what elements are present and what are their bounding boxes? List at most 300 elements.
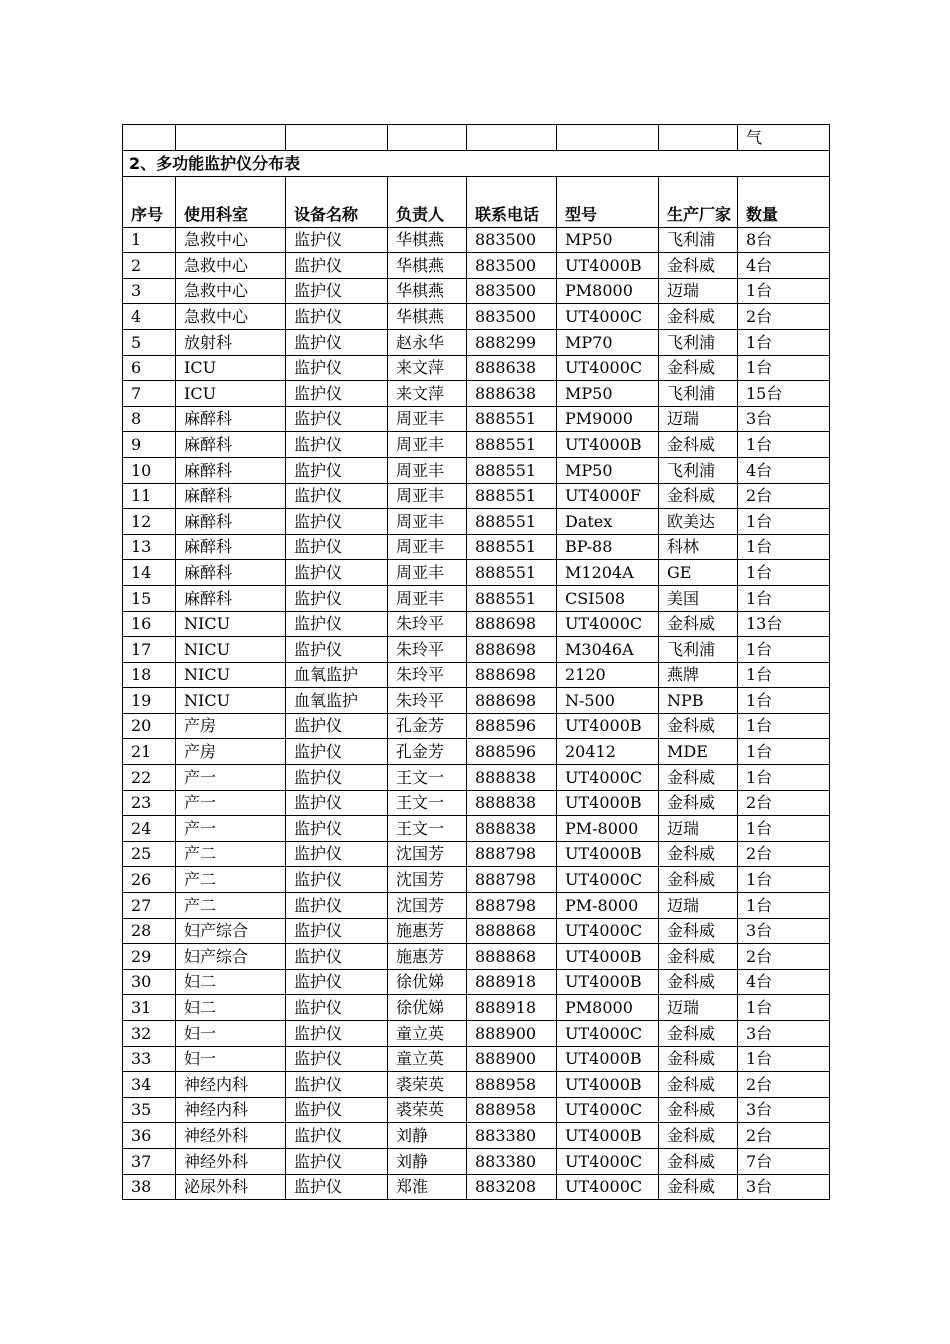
- cell-seq: 32: [123, 1021, 176, 1047]
- cell-person-in-charge: 朱玲平: [388, 688, 467, 714]
- cell-device-name: 监护仪: [286, 841, 388, 867]
- cell-model: UT4000F: [557, 483, 659, 509]
- cell-device-name: 监护仪: [286, 585, 388, 611]
- table-row: [123, 1174, 830, 1200]
- cell-department: 产一: [176, 765, 286, 791]
- carryover-cell: [176, 125, 286, 151]
- cell-quantity: 3台: [738, 406, 830, 432]
- table-row: [123, 329, 830, 355]
- table-row: [123, 560, 830, 586]
- cell-seq: 3: [123, 278, 176, 304]
- cell-person-in-charge: 周亚丰: [388, 457, 467, 483]
- cell-phone: 883208: [467, 1174, 557, 1200]
- cell-person-in-charge: 华棋燕: [388, 253, 467, 279]
- cell-department: 急救中心: [176, 304, 286, 330]
- cell-seq: 27: [123, 893, 176, 919]
- header-person-in-charge: 负责人: [388, 176, 467, 227]
- cell-model: UT4000B: [557, 253, 659, 279]
- cell-phone: 888551: [467, 585, 557, 611]
- cell-model: MP50: [557, 227, 659, 253]
- cell-quantity: 1台: [738, 816, 830, 842]
- cell-manufacturer: 金科威: [659, 304, 738, 330]
- cell-manufacturer: GE: [659, 560, 738, 586]
- cell-department: 妇产综合: [176, 944, 286, 970]
- cell-person-in-charge: 来文萍: [388, 355, 467, 381]
- cell-phone: 883380: [467, 1123, 557, 1149]
- cell-manufacturer: 金科威: [659, 1148, 738, 1174]
- cell-seq: 4: [123, 304, 176, 330]
- header-row: [123, 176, 830, 227]
- cell-person-in-charge: 王文一: [388, 816, 467, 842]
- cell-phone: 888900: [467, 1046, 557, 1072]
- cell-device-name: 监护仪: [286, 457, 388, 483]
- cell-person-in-charge: 孔金芳: [388, 713, 467, 739]
- cell-department: 麻醉科: [176, 560, 286, 586]
- cell-phone: 888838: [467, 765, 557, 791]
- cell-phone: 888698: [467, 637, 557, 663]
- cell-department: 麻醉科: [176, 483, 286, 509]
- cell-model: MP70: [557, 329, 659, 355]
- cell-person-in-charge: 刘静: [388, 1123, 467, 1149]
- cell-device-name: 监护仪: [286, 381, 388, 407]
- table-row: [123, 662, 830, 688]
- table-row: [123, 816, 830, 842]
- cell-seq: 16: [123, 611, 176, 637]
- cell-seq: 24: [123, 816, 176, 842]
- cell-quantity: 1台: [738, 560, 830, 586]
- cell-department: 急救中心: [176, 278, 286, 304]
- cell-person-in-charge: 沈国芳: [388, 867, 467, 893]
- cell-phone: 888551: [467, 534, 557, 560]
- cell-phone: 888900: [467, 1021, 557, 1047]
- cell-phone: 883500: [467, 278, 557, 304]
- cell-manufacturer: 金科威: [659, 790, 738, 816]
- cell-quantity: 1台: [738, 765, 830, 791]
- table-row: [123, 918, 830, 944]
- cell-manufacturer: 金科威: [659, 1021, 738, 1047]
- carryover-cell: [388, 125, 467, 151]
- cell-quantity: 2台: [738, 1123, 830, 1149]
- cell-manufacturer: 飞利浦: [659, 381, 738, 407]
- table-row: [123, 790, 830, 816]
- cell-quantity: 3台: [738, 1174, 830, 1200]
- cell-quantity: 1台: [738, 713, 830, 739]
- cell-seq: 31: [123, 995, 176, 1021]
- cell-phone: 888958: [467, 1072, 557, 1098]
- cell-device-name: 监护仪: [286, 534, 388, 560]
- cell-department: 麻醉科: [176, 509, 286, 535]
- cell-person-in-charge: 施惠芳: [388, 944, 467, 970]
- cell-phone: 883380: [467, 1148, 557, 1174]
- cell-device-name: 监护仪: [286, 790, 388, 816]
- cell-manufacturer: 金科威: [659, 253, 738, 279]
- table-row: [123, 765, 830, 791]
- table-row: [123, 637, 830, 663]
- cell-model: N-500: [557, 688, 659, 714]
- table-row: [123, 841, 830, 867]
- table-row: [123, 278, 830, 304]
- title-row: [123, 151, 830, 177]
- cell-seq: 18: [123, 662, 176, 688]
- cell-seq: 38: [123, 1174, 176, 1200]
- cell-manufacturer: 迈瑞: [659, 893, 738, 919]
- cell-quantity: 1台: [738, 893, 830, 919]
- cell-quantity: 3台: [738, 1021, 830, 1047]
- table-row: [123, 1046, 830, 1072]
- cell-seq: 1: [123, 227, 176, 253]
- cell-manufacturer: 金科威: [659, 611, 738, 637]
- cell-seq: 37: [123, 1148, 176, 1174]
- cell-manufacturer: 金科威: [659, 867, 738, 893]
- cell-device-name: 监护仪: [286, 1021, 388, 1047]
- cell-department: 麻醉科: [176, 585, 286, 611]
- cell-department: 麻醉科: [176, 534, 286, 560]
- cell-department: 麻醉科: [176, 432, 286, 458]
- cell-phone: 888698: [467, 662, 557, 688]
- cell-quantity: 1台: [738, 688, 830, 714]
- table-row: [123, 611, 830, 637]
- cell-seq: 20: [123, 713, 176, 739]
- header-quantity: 数量: [738, 176, 830, 227]
- cell-seq: 17: [123, 637, 176, 663]
- cell-department: 麻醉科: [176, 457, 286, 483]
- cell-quantity: 7台: [738, 1148, 830, 1174]
- cell-person-in-charge: 周亚丰: [388, 560, 467, 586]
- cell-quantity: 3台: [738, 918, 830, 944]
- cell-quantity: 1台: [738, 662, 830, 688]
- cell-manufacturer: 金科威: [659, 1046, 738, 1072]
- cell-device-name: 监护仪: [286, 560, 388, 586]
- cell-phone: 888798: [467, 841, 557, 867]
- cell-seq: 14: [123, 560, 176, 586]
- cell-model: UT4000C: [557, 355, 659, 381]
- table-row: [123, 1097, 830, 1123]
- cell-manufacturer: 迈瑞: [659, 406, 738, 432]
- table-row: [123, 381, 830, 407]
- cell-seq: 15: [123, 585, 176, 611]
- table-row: [123, 406, 830, 432]
- cell-device-name: 监护仪: [286, 1148, 388, 1174]
- header-seq: 序号: [123, 176, 176, 227]
- cell-phone: 888798: [467, 893, 557, 919]
- cell-person-in-charge: 童立英: [388, 1046, 467, 1072]
- cell-person-in-charge: 郑淮: [388, 1174, 467, 1200]
- cell-person-in-charge: 周亚丰: [388, 406, 467, 432]
- cell-phone: 888918: [467, 995, 557, 1021]
- cell-person-in-charge: 周亚丰: [388, 509, 467, 535]
- cell-quantity: 1台: [738, 739, 830, 765]
- carryover-cell: 气: [738, 125, 830, 151]
- cell-phone: 888551: [467, 406, 557, 432]
- cell-phone: 888868: [467, 918, 557, 944]
- table-row: [123, 995, 830, 1021]
- cell-person-in-charge: 朱玲平: [388, 637, 467, 663]
- cell-model: M3046A: [557, 637, 659, 663]
- cell-department: 放射科: [176, 329, 286, 355]
- monitor-distribution-table: [122, 124, 830, 1200]
- cell-device-name: 监护仪: [286, 713, 388, 739]
- cell-manufacturer: 迈瑞: [659, 278, 738, 304]
- table-body: [123, 125, 830, 1200]
- table-row: [123, 457, 830, 483]
- header-phone: 联系电话: [467, 176, 557, 227]
- cell-manufacturer: 美国: [659, 585, 738, 611]
- cell-person-in-charge: 来文萍: [388, 381, 467, 407]
- cell-department: 麻醉科: [176, 406, 286, 432]
- cell-quantity: 1台: [738, 1046, 830, 1072]
- cell-quantity: 1台: [738, 585, 830, 611]
- cell-phone: 888698: [467, 688, 557, 714]
- cell-phone: 888638: [467, 355, 557, 381]
- cell-department: NICU: [176, 662, 286, 688]
- cell-device-name: 监护仪: [286, 918, 388, 944]
- cell-phone: 888868: [467, 944, 557, 970]
- cell-manufacturer: 金科威: [659, 713, 738, 739]
- cell-seq: 35: [123, 1097, 176, 1123]
- header-manufacturer: 生产厂家: [659, 176, 738, 227]
- cell-manufacturer: 金科威: [659, 432, 738, 458]
- cell-quantity: 2台: [738, 304, 830, 330]
- cell-person-in-charge: 朱玲平: [388, 611, 467, 637]
- cell-manufacturer: 金科威: [659, 918, 738, 944]
- cell-device-name: 监护仪: [286, 1097, 388, 1123]
- cell-device-name: 监护仪: [286, 329, 388, 355]
- cell-person-in-charge: 周亚丰: [388, 432, 467, 458]
- cell-device-name: 监护仪: [286, 253, 388, 279]
- cell-department: ICU: [176, 381, 286, 407]
- cell-manufacturer: 燕牌: [659, 662, 738, 688]
- cell-device-name: 监护仪: [286, 611, 388, 637]
- cell-phone: 883500: [467, 253, 557, 279]
- cell-department: 急救中心: [176, 227, 286, 253]
- cell-manufacturer: 金科威: [659, 969, 738, 995]
- header-department: 使用科室: [176, 176, 286, 227]
- cell-department: 急救中心: [176, 253, 286, 279]
- cell-department: NICU: [176, 688, 286, 714]
- cell-phone: 888596: [467, 713, 557, 739]
- table-row: [123, 304, 830, 330]
- cell-device-name: 监护仪: [286, 1072, 388, 1098]
- cell-device-name: 监护仪: [286, 893, 388, 919]
- cell-model: BP-88: [557, 534, 659, 560]
- cell-person-in-charge: 施惠芳: [388, 918, 467, 944]
- cell-person-in-charge: 刘静: [388, 1148, 467, 1174]
- cell-manufacturer: 金科威: [659, 944, 738, 970]
- cell-department: 神经内科: [176, 1097, 286, 1123]
- cell-person-in-charge: 裘荣英: [388, 1097, 467, 1123]
- cell-model: PM-8000: [557, 816, 659, 842]
- cell-manufacturer: 金科威: [659, 1072, 738, 1098]
- cell-phone: 888551: [467, 483, 557, 509]
- cell-manufacturer: 科林: [659, 534, 738, 560]
- cell-manufacturer: 迈瑞: [659, 816, 738, 842]
- cell-phone: 888551: [467, 457, 557, 483]
- cell-quantity: 13台: [738, 611, 830, 637]
- cell-device-name: 血氧监护: [286, 662, 388, 688]
- cell-person-in-charge: 华棋燕: [388, 227, 467, 253]
- cell-device-name: 监护仪: [286, 355, 388, 381]
- cell-seq: 10: [123, 457, 176, 483]
- cell-phone: 883500: [467, 304, 557, 330]
- cell-manufacturer: MDE: [659, 739, 738, 765]
- table-row: [123, 944, 830, 970]
- cell-device-name: 监护仪: [286, 739, 388, 765]
- table-row: [123, 688, 830, 714]
- cell-department: 产一: [176, 790, 286, 816]
- table-row: [123, 432, 830, 458]
- cell-person-in-charge: 华棋燕: [388, 278, 467, 304]
- cell-person-in-charge: 周亚丰: [388, 585, 467, 611]
- cell-model: PM8000: [557, 995, 659, 1021]
- cell-quantity: 1台: [738, 355, 830, 381]
- cell-model: UT4000C: [557, 1174, 659, 1200]
- cell-model: UT4000C: [557, 918, 659, 944]
- header-device-name: 设备名称: [286, 176, 388, 227]
- cell-model: UT4000B: [557, 432, 659, 458]
- cell-device-name: 监护仪: [286, 483, 388, 509]
- cell-quantity: 4台: [738, 253, 830, 279]
- cell-manufacturer: 飞利浦: [659, 637, 738, 663]
- table-row: [123, 739, 830, 765]
- carryover-cell: [286, 125, 388, 151]
- cell-phone: 888918: [467, 969, 557, 995]
- cell-quantity: 2台: [738, 483, 830, 509]
- table-row: [123, 893, 830, 919]
- cell-seq: 2: [123, 253, 176, 279]
- cell-phone: 888551: [467, 509, 557, 535]
- cell-model: MP50: [557, 381, 659, 407]
- cell-quantity: 1台: [738, 329, 830, 355]
- cell-quantity: 2台: [738, 841, 830, 867]
- table-row: [123, 253, 830, 279]
- cell-manufacturer: 飞利浦: [659, 329, 738, 355]
- cell-person-in-charge: 朱玲平: [388, 662, 467, 688]
- cell-manufacturer: 金科威: [659, 483, 738, 509]
- cell-manufacturer: 飞利浦: [659, 227, 738, 253]
- cell-manufacturer: 金科威: [659, 1123, 738, 1149]
- cell-model: UT4000C: [557, 1148, 659, 1174]
- cell-manufacturer: 欧美达: [659, 509, 738, 535]
- cell-model: UT4000B: [557, 1072, 659, 1098]
- cell-manufacturer: 金科威: [659, 765, 738, 791]
- cell-model: UT4000C: [557, 1021, 659, 1047]
- carryover-cell: [467, 125, 557, 151]
- cell-department: 妇一: [176, 1046, 286, 1072]
- cell-person-in-charge: 华棋燕: [388, 304, 467, 330]
- cell-seq: 5: [123, 329, 176, 355]
- cell-model: UT4000B: [557, 969, 659, 995]
- cell-phone: 888798: [467, 867, 557, 893]
- cell-department: 产一: [176, 816, 286, 842]
- cell-person-in-charge: 徐优娣: [388, 995, 467, 1021]
- carryover-cell: [557, 125, 659, 151]
- cell-department: 妇一: [176, 1021, 286, 1047]
- cell-model: UT4000C: [557, 765, 659, 791]
- cell-model: UT4000B: [557, 713, 659, 739]
- cell-manufacturer: NPB: [659, 688, 738, 714]
- cell-person-in-charge: 赵永华: [388, 329, 467, 355]
- cell-department: 泌尿外科: [176, 1174, 286, 1200]
- cell-department: ICU: [176, 355, 286, 381]
- carryover-cell: [659, 125, 738, 151]
- cell-person-in-charge: 童立英: [388, 1021, 467, 1047]
- cell-device-name: 监护仪: [286, 867, 388, 893]
- cell-quantity: 1台: [738, 432, 830, 458]
- cell-device-name: 监护仪: [286, 509, 388, 535]
- cell-model: PM9000: [557, 406, 659, 432]
- cell-model: M1204A: [557, 560, 659, 586]
- cell-device-name: 监护仪: [286, 227, 388, 253]
- cell-model: CSI508: [557, 585, 659, 611]
- cell-department: 妇产综合: [176, 918, 286, 944]
- cell-model: UT4000C: [557, 867, 659, 893]
- cell-model: Datex: [557, 509, 659, 535]
- cell-department: 产房: [176, 713, 286, 739]
- header-model: 型号: [557, 176, 659, 227]
- cell-seq: 6: [123, 355, 176, 381]
- cell-device-name: 监护仪: [286, 765, 388, 791]
- cell-model: MP50: [557, 457, 659, 483]
- table-row: [123, 969, 830, 995]
- cell-seq: 25: [123, 841, 176, 867]
- cell-model: UT4000B: [557, 841, 659, 867]
- cell-quantity: 1台: [738, 509, 830, 535]
- cell-phone: 888299: [467, 329, 557, 355]
- cell-person-in-charge: 沈国芳: [388, 893, 467, 919]
- cell-quantity: 1台: [738, 995, 830, 1021]
- cell-device-name: 监护仪: [286, 816, 388, 842]
- table-row: [123, 713, 830, 739]
- cell-quantity: 3台: [738, 1097, 830, 1123]
- table-row: [123, 509, 830, 535]
- cell-department: 妇二: [176, 995, 286, 1021]
- cell-seq: 19: [123, 688, 176, 714]
- cell-quantity: 1台: [738, 637, 830, 663]
- cell-manufacturer: 金科威: [659, 355, 738, 381]
- cell-manufacturer: 迈瑞: [659, 995, 738, 1021]
- cell-person-in-charge: 孔金芳: [388, 739, 467, 765]
- cell-department: 产二: [176, 893, 286, 919]
- cell-device-name: 监护仪: [286, 432, 388, 458]
- cell-manufacturer: 金科威: [659, 1097, 738, 1123]
- cell-device-name: 监护仪: [286, 969, 388, 995]
- cell-device-name: 监护仪: [286, 1046, 388, 1072]
- cell-seq: 12: [123, 509, 176, 535]
- cell-model: UT4000B: [557, 790, 659, 816]
- cell-seq: 34: [123, 1072, 176, 1098]
- table-row: [123, 1072, 830, 1098]
- cell-quantity: 1台: [738, 278, 830, 304]
- cell-model: PM-8000: [557, 893, 659, 919]
- cell-department: 妇二: [176, 969, 286, 995]
- table-row: [123, 227, 830, 253]
- cell-quantity: 4台: [738, 457, 830, 483]
- cell-seq: 28: [123, 918, 176, 944]
- cell-model: PM8000: [557, 278, 659, 304]
- cell-model: UT4000C: [557, 1097, 659, 1123]
- cell-seq: 7: [123, 381, 176, 407]
- table-row: [123, 867, 830, 893]
- cell-seq: 33: [123, 1046, 176, 1072]
- cell-person-in-charge: 周亚丰: [388, 534, 467, 560]
- cell-quantity: 2台: [738, 1072, 830, 1098]
- carryover-row: [123, 125, 830, 151]
- cell-phone: 888838: [467, 816, 557, 842]
- cell-model: UT4000B: [557, 1123, 659, 1149]
- cell-person-in-charge: 王文一: [388, 765, 467, 791]
- cell-department: 产二: [176, 841, 286, 867]
- cell-seq: 8: [123, 406, 176, 432]
